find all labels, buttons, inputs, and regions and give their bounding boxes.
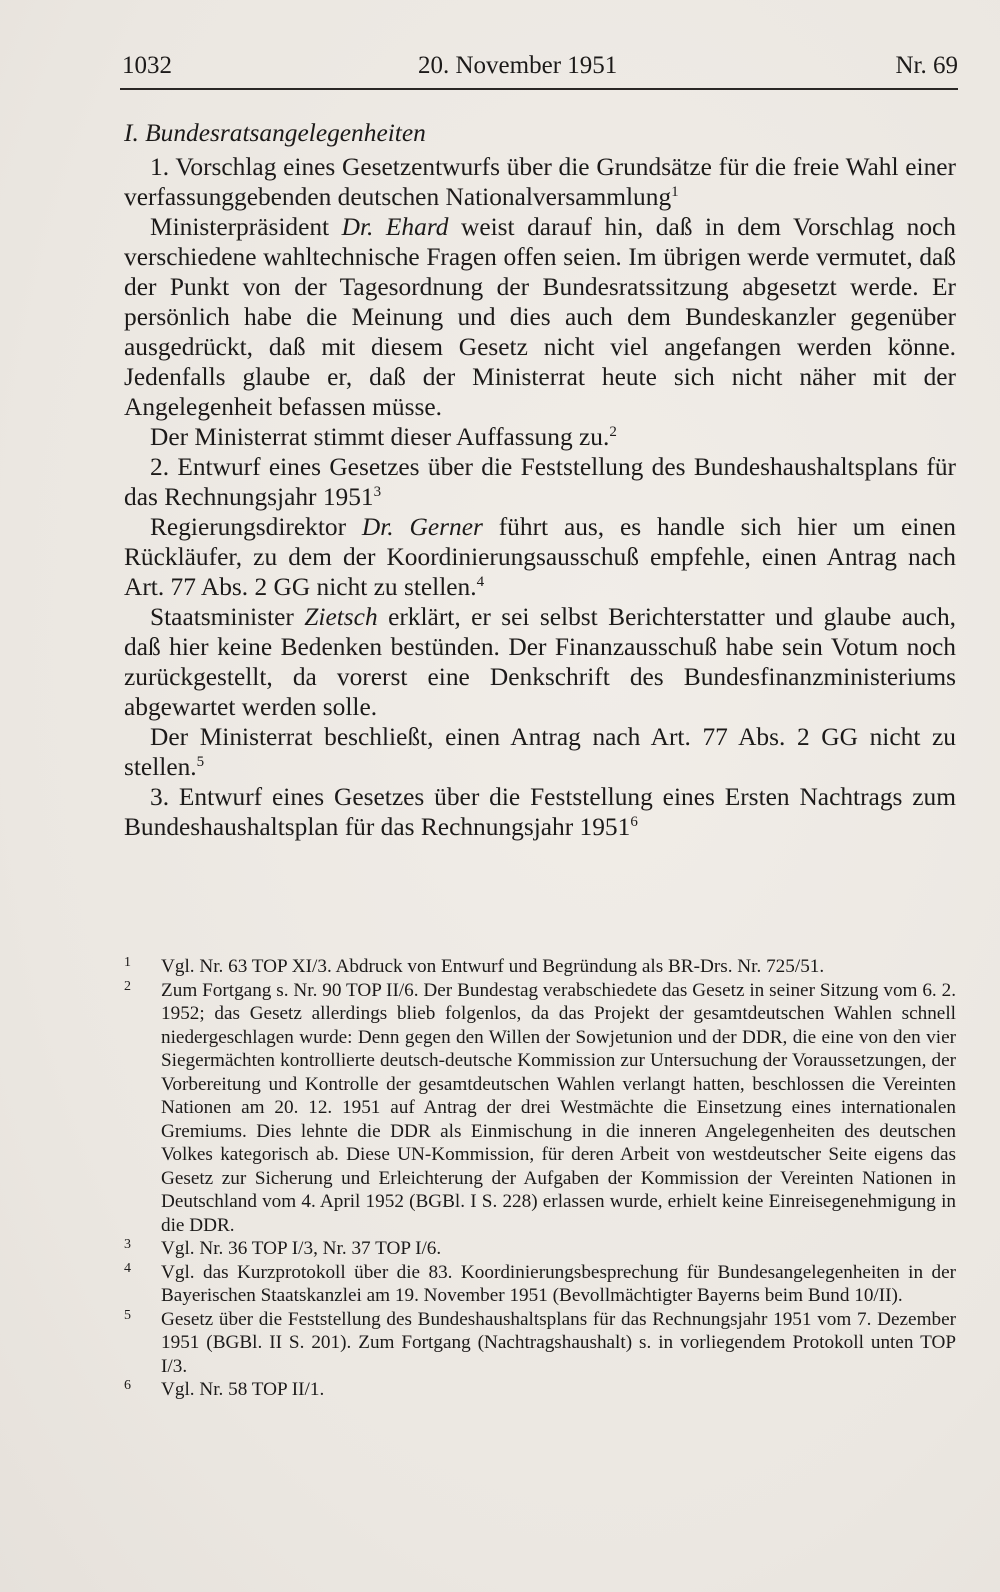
- item-title: 2. Entwurf eines Gesetzes über die Feststellung des Bundeshaushaltsplans für das Rechnungsjahr 1951$^3$: [124, 453, 956, 511]
- section-heading: I. Bundesratsangelegenheiten: [124, 119, 426, 147]
- footnotes: [124, 955, 956, 1402]
- header-date: 20. November 1951: [418, 52, 618, 79]
- footnote-number: 5: [124, 1307, 131, 1323]
- paragraph: Staatsminister Zietsch erklärt, er sei selbst Berichterstatter und glaube auch, daß hier keine Bedenken bestünden. Der Finanzausschuß habe sein Votum noch zurückgestellt, da vorerst eine Denkschrift des Bundesfinanzministeriums abgewartet werden solle.: [124, 603, 956, 721]
- paragraph: Regierungsdirektor Dr. Gerner führt aus, es handle sich hier um einen Rückläufer, zu dem der Koordinierungsausschuß empfehle, einen Antrag nach Art. 77 Abs. 2 GG nicht zu stellen.$^4$: [124, 513, 956, 601]
- footnote-number: 1: [124, 955, 131, 970]
- footnote-ref[interactable]: 1: [671, 184, 679, 200]
- footnote: 6 Vgl. Nr. 58 TOP II/1.: [124, 1378, 956, 1402]
- main-text: [124, 118, 956, 842]
- issue-number: Nr. 69: [895, 52, 958, 79]
- footnote: 2 Zum Fortgang s. Nr. 90 TOP II/6. Der Bundestag verabschiedete das Gesetz in seiner Sitzung vom 6. 2. 1952; das Gesetz allerdings blieb folgenlos, da das Projekt der gesamtdeutschen Wahlen schnell niedergeschlagen wurde: Denn gegen den Willen der Sowjetunion und der DDR, die eine von den vier Siegermächten kontrollierte deutsch-deutsche Kommission zur Untersuchung der Voraussetzungen, der Vorbereitung und Kontrolle der gesamtdeutschen Wahlen verlangt hatten, beschlossen die Vereinten Nationen am 20. 12. 1951 auf Antrag der drei Westmächte die Einsetzung eines internationalen Gremiums. Dies lehnte die DDR als Einmischung in die inneren Angelegenheiten des deutschen Volkes kategorisch ab. Diese UN-Kommission, für deren Arbeit von westdeutscher Seite eigens das Gesetz zur Sicherung und Erleichterung der Aufgaben der Kommission der Vereinten Nationen in Deutschland vom 4. April 1952 (BGBl. I S. 228) erlassen wurde, erhielt keine Einreisegenehmigung in die DDR.: [124, 979, 956, 1238]
- footnote-number: 6: [124, 1378, 131, 1393]
- footnote-ref[interactable]: 2: [609, 424, 617, 440]
- footnote-ref[interactable]: 4: [476, 574, 485, 590]
- page-number: 1032: [122, 52, 172, 79]
- person-name: Dr. Gerner: [361, 513, 483, 541]
- paragraph: Ministerpräsident Dr. Ehard weist darauf hin, daß in dem Vorschlag noch verschiedene wahltechnische Fragen offen seien. Im übrigen werde vermutet, daß der Punkt von der Tagesordnung der Bundesratssitzung abgesetzt werde. Er persönlich habe die Meinung und dies auch dem Bundeskanzler gegenüber ausgedrückt, daß mit diesem Gesetz nicht viel angefangen werden könne. Jedenfalls glaube er, daß der Ministerrat heute sich nicht näher mit der Angelegenheit befassen müsse.: [124, 213, 956, 421]
- footnote: 3 Vgl. Nr. 36 TOP I/3, Nr. 37 TOP I/6.: [124, 1237, 956, 1261]
- item-title: 3. Entwurf eines Gesetzes über die Feststellung eines Ersten Nachtrags zum Bundeshaushaltsplan für das Rechnungsjahr 1951$^6$: [124, 783, 956, 841]
- paragraph: Der Ministerrat beschließt, einen Antrag nach Art. 77 Abs. 2 GG nicht zu stellen.$^5$: [124, 723, 956, 781]
- footnote-number: 2: [124, 978, 131, 994]
- footnote: 1 Vgl. Nr. 63 TOP XI/3. Abdruck von Entwurf und Begründung als BR-Drs. Nr. 725/51.: [124, 955, 956, 979]
- footnote-ref[interactable]: 6: [630, 814, 638, 830]
- header-rule: [120, 88, 958, 90]
- person-name: Dr. Ehard: [341, 213, 449, 241]
- footnote-number: 4: [124, 1260, 131, 1276]
- page-header: [122, 52, 958, 88]
- person-name: Zietsch: [304, 603, 378, 631]
- item-title: 1. Vorschlag eines Gesetzentwurfs über die Grundsätze für die freie Wahl einer verfassunggebenden deutschen Nationalversammlung$^1$: [124, 153, 956, 211]
- paragraph: Der Ministerrat stimmt dieser Auffassung zu.$^2$: [150, 423, 617, 451]
- footnote-ref[interactable]: 3: [373, 484, 382, 500]
- footnote: 4 Vgl. das Kurzprotokoll über die 83. Koordinierungsbesprechung für Bundesangelegenheiten in der Bayerischen Staatskanzlei am 19. November 1951 (Bevollmächtigter Bayerns beim Bund 10/II).: [124, 1261, 956, 1308]
- footnote-number: 3: [124, 1237, 131, 1252]
- footnote: 5 Gesetz über die Feststellung des Bundeshaushaltsplans für das Rechnungsjahr 1951 vom 7. Dezember 1951 (BGBl. II S. 201). Zum Fortgang (Nachtragshaushalt) s. in vorliegendem Protokoll unten TOP I/3.: [124, 1308, 956, 1379]
- footnote-ref[interactable]: 5: [196, 754, 205, 770]
